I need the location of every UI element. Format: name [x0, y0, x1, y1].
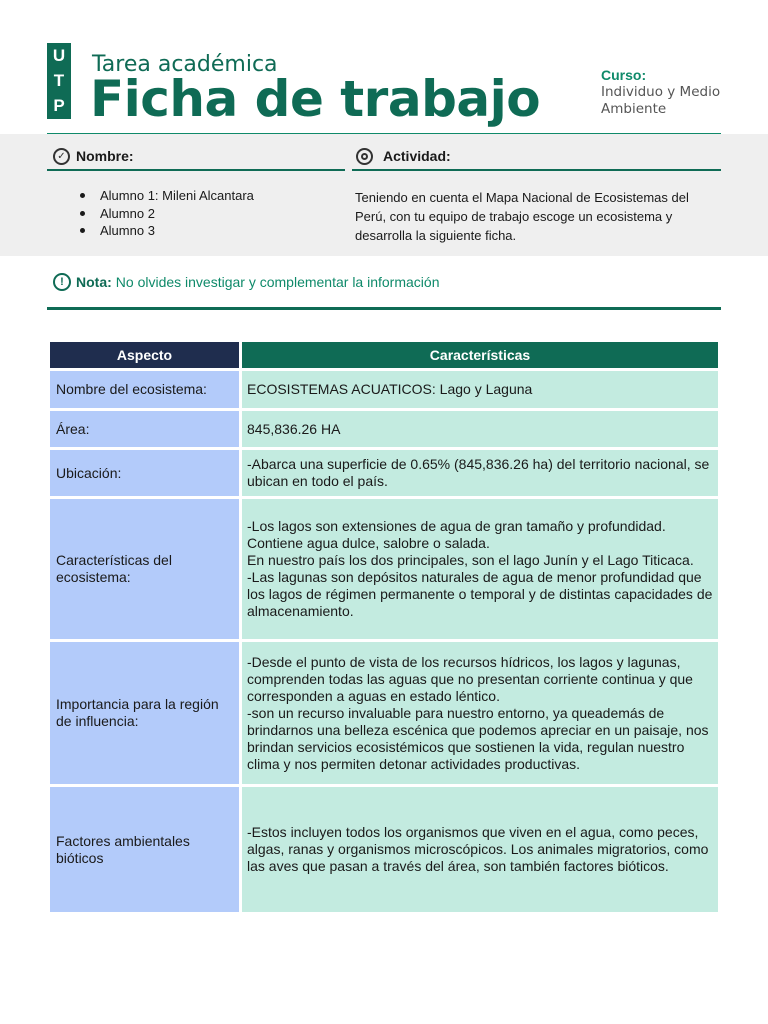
table-row — [50, 499, 718, 639]
caracteristicas-paragraph: -Las lagunas son depósitos naturales de agua de menor profundidad que los lagos de régimen permanente o temporal y de distintas capacidades de almacenamiento. — [247, 569, 713, 619]
document-title: Ficha de trabajo — [90, 70, 541, 128]
actividad-text: Teniendo en cuenta el Mapa Nacional de Ecosistemas del Perú, con tu equipo de trabajo escoge un ecosistema y desarrolla la siguiente ficha. — [355, 190, 689, 243]
aspecto-cell: Ubicación: — [50, 450, 239, 496]
caracteristicas-paragraph: 845,836.26 HA — [247, 420, 341, 437]
header-aspecto: Aspecto — [50, 342, 239, 368]
table-row — [50, 371, 718, 408]
aspecto-cell: Factores ambientales bióticos — [50, 787, 239, 912]
nota-label: Nota: — [76, 274, 112, 290]
table-row — [50, 642, 718, 784]
nombre-header — [47, 143, 345, 171]
nota-text: No olvides investigar y complementar la información — [115, 274, 440, 290]
target-icon — [356, 148, 373, 165]
document-kicker: Tarea académica — [92, 52, 278, 77]
caracteristicas-paragraph: -son un recurso invaluable para nuestro entorno, ya queademás de brindarnos una belleza escénica que podemos apreciar en un paisaje, nos brindan servicios ecosistémicos que sostienen la vida, regulan nuestro clima y nos permiten detonar actividades productivas. — [247, 704, 709, 772]
header-caracteristicas: Características — [242, 342, 718, 368]
caracteristicas-paragraph: ECOSISTEMAS ACUATICOS: Lago y Laguna — [247, 381, 533, 397]
ecosystem-table — [47, 339, 721, 915]
logo-letter-t: T — [53, 71, 65, 90]
nota-divider — [47, 307, 721, 310]
curso-label: Curso: — [601, 67, 647, 83]
caracteristicas-cell — [242, 371, 718, 408]
caracteristicas-cell — [242, 411, 718, 447]
caracteristicas-cell — [242, 642, 718, 784]
table-row — [50, 450, 718, 496]
actividad-label: Actividad: — [383, 148, 451, 164]
table-row — [50, 411, 718, 447]
utp-logo — [47, 43, 71, 119]
caracteristicas-paragraph: -Desde el punto de vista de los recursos hídricos, los lagos y lagunas, comprenden todas las aguas que no presentan corriente continua y que corresponden a aguas en estado léntico. — [247, 653, 693, 704]
aspecto-cell: Nombre del ecosistema: — [50, 371, 239, 408]
logo-letter-p: P — [53, 96, 65, 115]
logo-letter-u: U — [52, 46, 66, 65]
exclamation-circle-icon: ! — [53, 273, 71, 291]
caracteristicas-paragraph: -Abarca una superficie de 0.65% (845,836.26 ha) del territorio nacional, se ubican en todo el país. — [247, 456, 710, 489]
caracteristicas-paragraph: En nuestro país los dos principales, son el lago Junín y el Lago Titicaca. — [247, 552, 694, 568]
nombre-label: Nombre: — [76, 148, 134, 164]
caracteristicas-paragraph: -Los lagos son extensiones de agua de gran tamaño y profundidad. Contiene agua dulce, salobre o salada. — [247, 518, 666, 551]
caracteristicas-paragraph: -Estos incluyen todos los organismos que viven en el agua, como peces, algas, ranas y organismos microscópicos. Los animales migratorios, como las aves que pasan a través del área, son también factores bióticos. — [247, 824, 709, 874]
table-header-row — [50, 342, 718, 368]
check-circle-icon: ✓ — [53, 148, 70, 165]
student-list — [80, 187, 254, 240]
actividad-header — [352, 143, 721, 171]
aspecto-cell: Área: — [50, 411, 239, 447]
aspecto-cell: Importancia para la región de influencia: — [50, 642, 239, 784]
nota — [53, 273, 439, 291]
caracteristicas-cell — [242, 450, 718, 496]
aspecto-cell: Características del ecosistema: — [50, 499, 239, 639]
student-item: Alumno 3 — [80, 222, 254, 240]
curso-value: Individuo y Medio Ambiente — [601, 84, 721, 117]
student-item: Alumno 1: Mileni Alcantara — [80, 187, 254, 205]
caracteristicas-cell — [242, 787, 718, 912]
caracteristicas-cell — [242, 499, 718, 639]
table-row — [50, 787, 718, 912]
student-item: Alumno 2 — [80, 205, 254, 223]
